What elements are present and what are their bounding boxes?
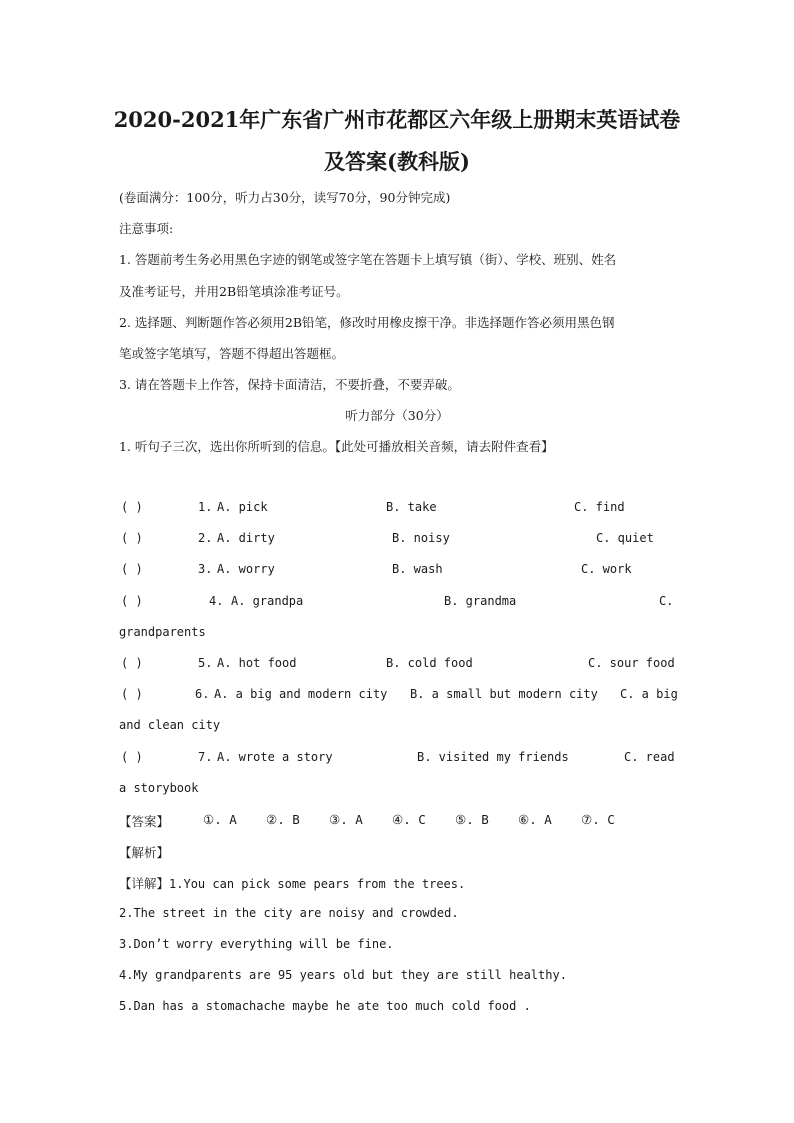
option-b: B. grandma [444, 594, 517, 608]
option-b: B. a small but modern city [410, 687, 598, 701]
option-c-continued: grandparents [119, 625, 206, 639]
answer-item: ④. C [392, 812, 426, 827]
question-number: 2. [198, 531, 213, 545]
answer-label: 【答案】 [119, 814, 170, 829]
answer-blank: ( ) [121, 656, 143, 670]
detail-line-1 [119, 874, 465, 892]
notice-2-line-b: 笔或签字笔填写，答题不得超出答题框。 [119, 346, 345, 361]
answer-item: ⑥. A [518, 812, 552, 827]
option-c: C. quiet [596, 531, 654, 545]
detail-line-4: 4.My grandparents are 95 years old but they are still healthy. [119, 968, 567, 982]
option-b: B. cold food [386, 656, 473, 670]
answer-blank: ( ) [121, 594, 143, 608]
question-number: 5. [198, 656, 213, 670]
option-c-continued: and clean city [119, 718, 221, 732]
answer-item: ⑦. C [581, 812, 615, 827]
option-c: C. work [581, 562, 632, 576]
analysis-label: 【解析】 [119, 845, 170, 860]
answer-blank: ( ) [121, 531, 143, 545]
notice-1-line-a: 1. 答题前考生务必用黑色字迹的钢笔或签字笔在答题卡上填写镇（街）、学校、班别、姓名 [119, 252, 617, 267]
notice-2-line-a: 2. 选择题、判断题作答必须用2B铅笔，修改时用橡皮擦干净。非选择题作答必须用黑色钢 [119, 315, 615, 330]
detail-line-5: 5.Dan has a stomachache maybe he ate too much cold food . [119, 999, 531, 1013]
notice-3: 3. 请在答题卡上作答，保持卡面清洁，不要折叠，不要弄破。 [119, 377, 460, 392]
answer-blank: ( ) [121, 687, 143, 701]
option-c: C. read [624, 750, 675, 764]
option-c: C. find [574, 500, 625, 514]
option-a: A. wrote a story [217, 750, 333, 764]
option-c: C. [659, 594, 674, 608]
question-number: 4. [209, 594, 224, 608]
option-a: A. dirty [217, 531, 275, 545]
notice-heading: 注意事项: [119, 221, 174, 236]
detail-line-2: 2.The street in the city are noisy and crowded. [119, 906, 459, 920]
answer-blank: ( ) [121, 500, 143, 514]
notice-1-line-b: 及准考证号，并用2B铅笔填涂准考证号。 [119, 284, 349, 299]
option-b: B. noisy [392, 531, 450, 545]
option-c: C. a big [620, 687, 678, 701]
detail-line-3: 3.Don’t worry everything will be fine. [119, 937, 394, 951]
detail-label: 【详解】 [119, 876, 170, 891]
question-number: 6. [195, 687, 210, 701]
question-number: 7. [198, 750, 213, 764]
option-b: B. take [386, 500, 437, 514]
question-number: 1. [198, 500, 213, 514]
section-title: 听力部分（30分） [345, 408, 449, 423]
question-1-instruction: 1. 听句子三次，选出你所听到的信息。【此处可播放相关音频，请去附件查看】 [119, 439, 554, 454]
document-title-line1: 2020-2021年广东省广州市花都区六年级上册期末英语试卷 [113, 107, 681, 132]
answer-item: ①. A [203, 812, 237, 827]
option-a: A. a big and modern city [214, 687, 388, 701]
answer-item: ⑤. B [455, 812, 489, 827]
answer-item: ②. B [266, 812, 300, 827]
option-a: A. pick [217, 500, 268, 514]
detail-text: 1.You can pick some pears from the trees. [169, 877, 466, 891]
option-c-continued: a storybook [119, 781, 199, 795]
document-title-line2: 及答案(教科版) [324, 149, 470, 174]
answer-blank: ( ) [121, 562, 143, 576]
option-a: A. worry [217, 562, 275, 576]
option-b: B. wash [392, 562, 443, 576]
answer-blank: ( ) [121, 750, 143, 764]
answer-item: ③. A [329, 812, 363, 827]
option-a: A. grandpa [231, 594, 304, 608]
exam-info: (卷面满分：100分，听力占30分，读写70分，90分钟完成) [119, 190, 451, 205]
option-b: B. visited my friends [417, 750, 569, 764]
option-a: A. hot food [217, 656, 297, 670]
question-number: 3. [198, 562, 213, 576]
option-c: C. sour food [588, 656, 675, 670]
